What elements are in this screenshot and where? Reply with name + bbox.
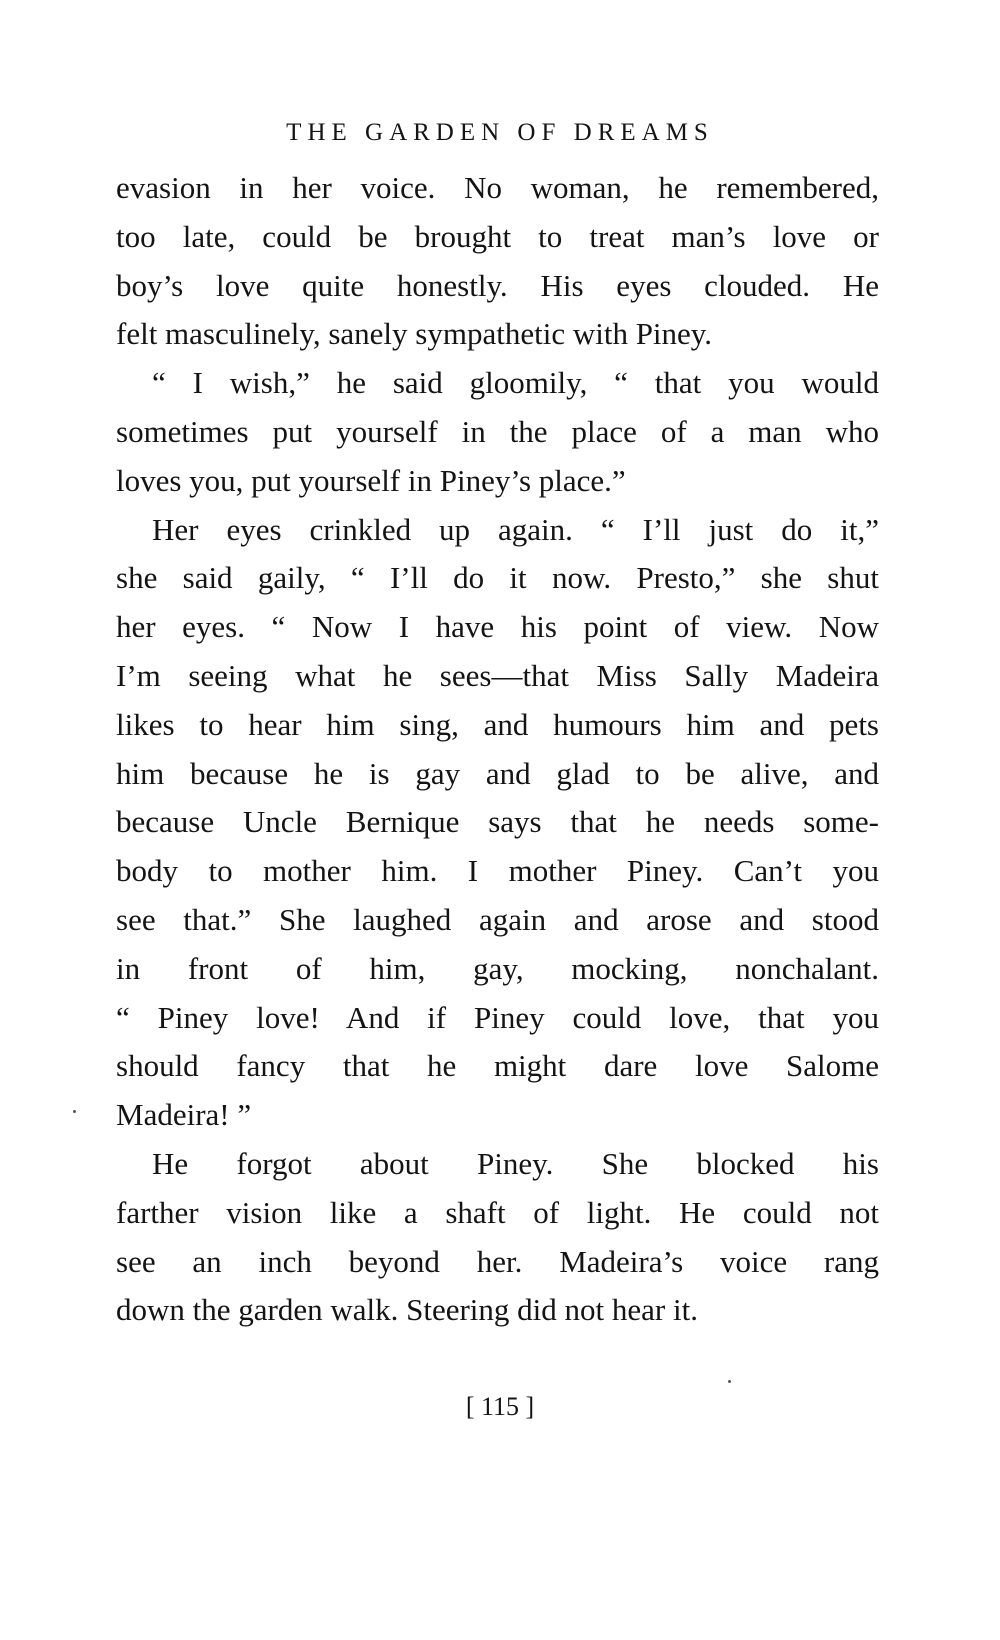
text-line: evasion in her voice. No woman, he remembered, bbox=[116, 170, 879, 205]
text-line: loves you, put yourself in Piney’s place.” bbox=[116, 462, 626, 498]
text-line: body to mother him. I mother Piney. Can’t you bbox=[116, 853, 879, 889]
text-line: because Uncle Bernique says that he needs some- bbox=[116, 804, 879, 840]
text-line: should fancy that he might dare love Salome bbox=[116, 1048, 879, 1084]
running-head: THE GARDEN OF DREAMS bbox=[286, 119, 714, 146]
text-line: her eyes. “ Now I have his point of view. Now bbox=[116, 609, 879, 645]
print-speck bbox=[728, 1380, 731, 1383]
text-line: boy’s love quite honestly. His eyes clouded. He bbox=[116, 267, 879, 303]
text-line: in front of him, gay, mocking, nonchalant. bbox=[116, 950, 879, 986]
text-line: sometimes put yourself in the place of a man who bbox=[116, 414, 879, 449]
text-line: him because he is gay and glad to be alive, and bbox=[116, 755, 879, 791]
text-line: “ I wish,” he said gloomily, “ that you would bbox=[152, 365, 879, 401]
text-line: she said gaily, “ I’ll do it now. Presto,” she shut bbox=[116, 560, 879, 596]
text-line: “ Piney love! And if Piney could love, that you bbox=[116, 999, 879, 1035]
text-line: He forgot about Piney. She blocked his bbox=[152, 1146, 879, 1181]
text-line: I’m seeing what he sees—that Miss Sally Madeira bbox=[116, 658, 879, 693]
text-line: likes to hear him sing, and humours him and pets bbox=[116, 706, 879, 742]
text-line: see that.” She laughed again and arose and stood bbox=[116, 902, 879, 937]
text-line: farther vision like a shaft of light. He could not bbox=[116, 1194, 879, 1230]
text-line: Madeira! ” bbox=[116, 1097, 252, 1133]
page-number: [ 115 ] bbox=[465, 1392, 535, 1421]
text-line: down the garden walk. Steering did not hear it. bbox=[116, 1292, 698, 1328]
text-line: felt masculinely, sanely sympathetic with Piney. bbox=[116, 316, 713, 352]
text-line: see an inch beyond her. Madeira’s voice rang bbox=[116, 1243, 879, 1279]
text-line: Her eyes crinkled up again. “ I’ll just do it,” bbox=[152, 511, 879, 547]
print-speck bbox=[73, 1110, 76, 1113]
text-line: too late, could be brought to treat man’s love or bbox=[116, 218, 879, 254]
